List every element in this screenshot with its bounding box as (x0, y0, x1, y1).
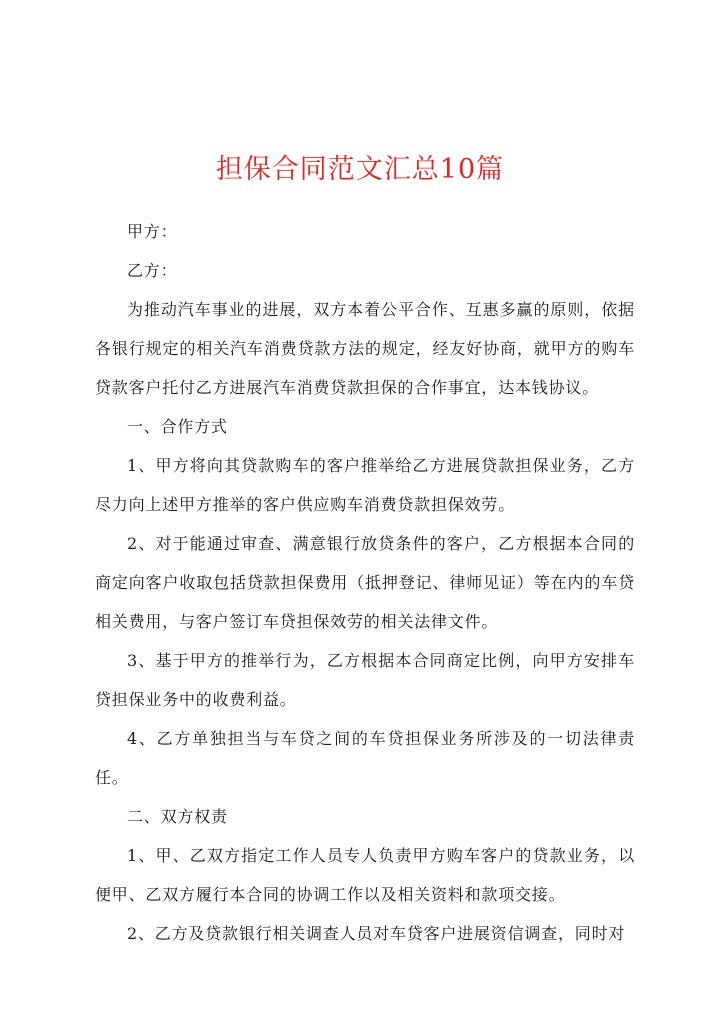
clause-2-2: 2、乙方及贷款银行相关调查人员对车贷客户进展资信调查，同时对 (127, 924, 626, 943)
section-heading-rights: 二、双方权责 (127, 807, 228, 826)
clause-1-4: 4、乙方单独担当与车贷之间的车贷担保业务所涉及的一切法律责任。 (95, 729, 635, 787)
clause-2-1: 1、甲、乙双方指定工作人员专人负责甲方购车客户的贷款业务，以便甲、乙双方履行本合同的协调工作以及相关资料和款项交接。 (95, 846, 635, 904)
preamble-paragraph: 为推动汽车事业的进展，双方本着公平合作、互惠多赢的原则，依据各银行规定的相关汽车消费贷款方法的规定，经友好协商，就甲方的购车贷款客户托付乙方进展汽车消费贷款担保的合作事宜，达本钱协议。 (95, 300, 635, 397)
clause-1-2: 2、对于能通过审查、满意银行放贷条件的客户，乙方根据本合同的商定向客户收取包括贷款担保费用（抵押登记、律师见证）等在内的车贷相关费用，与客户签订车贷担保效劳的相关法律文件。 (95, 534, 635, 631)
document-body (95, 212, 635, 953)
clause-1-1: 1、甲方将向其贷款购车的客户推举给乙方进展贷款担保业务，乙方尽力向上述甲方推举的客户供应购车消费贷款担保效劳。 (95, 456, 635, 514)
clause-1-3: 3、基于甲方的推举行为，乙方根据本合同商定比例，向甲方安排车贷担保业务中的收费利益。 (95, 651, 635, 709)
party-a-line: 甲方： (127, 222, 178, 241)
party-b-line: 乙方： (127, 261, 178, 280)
document-title: 担保合同范文汇总10篇 (215, 154, 505, 185)
section-heading-cooperation: 一、合作方式 (127, 417, 228, 436)
